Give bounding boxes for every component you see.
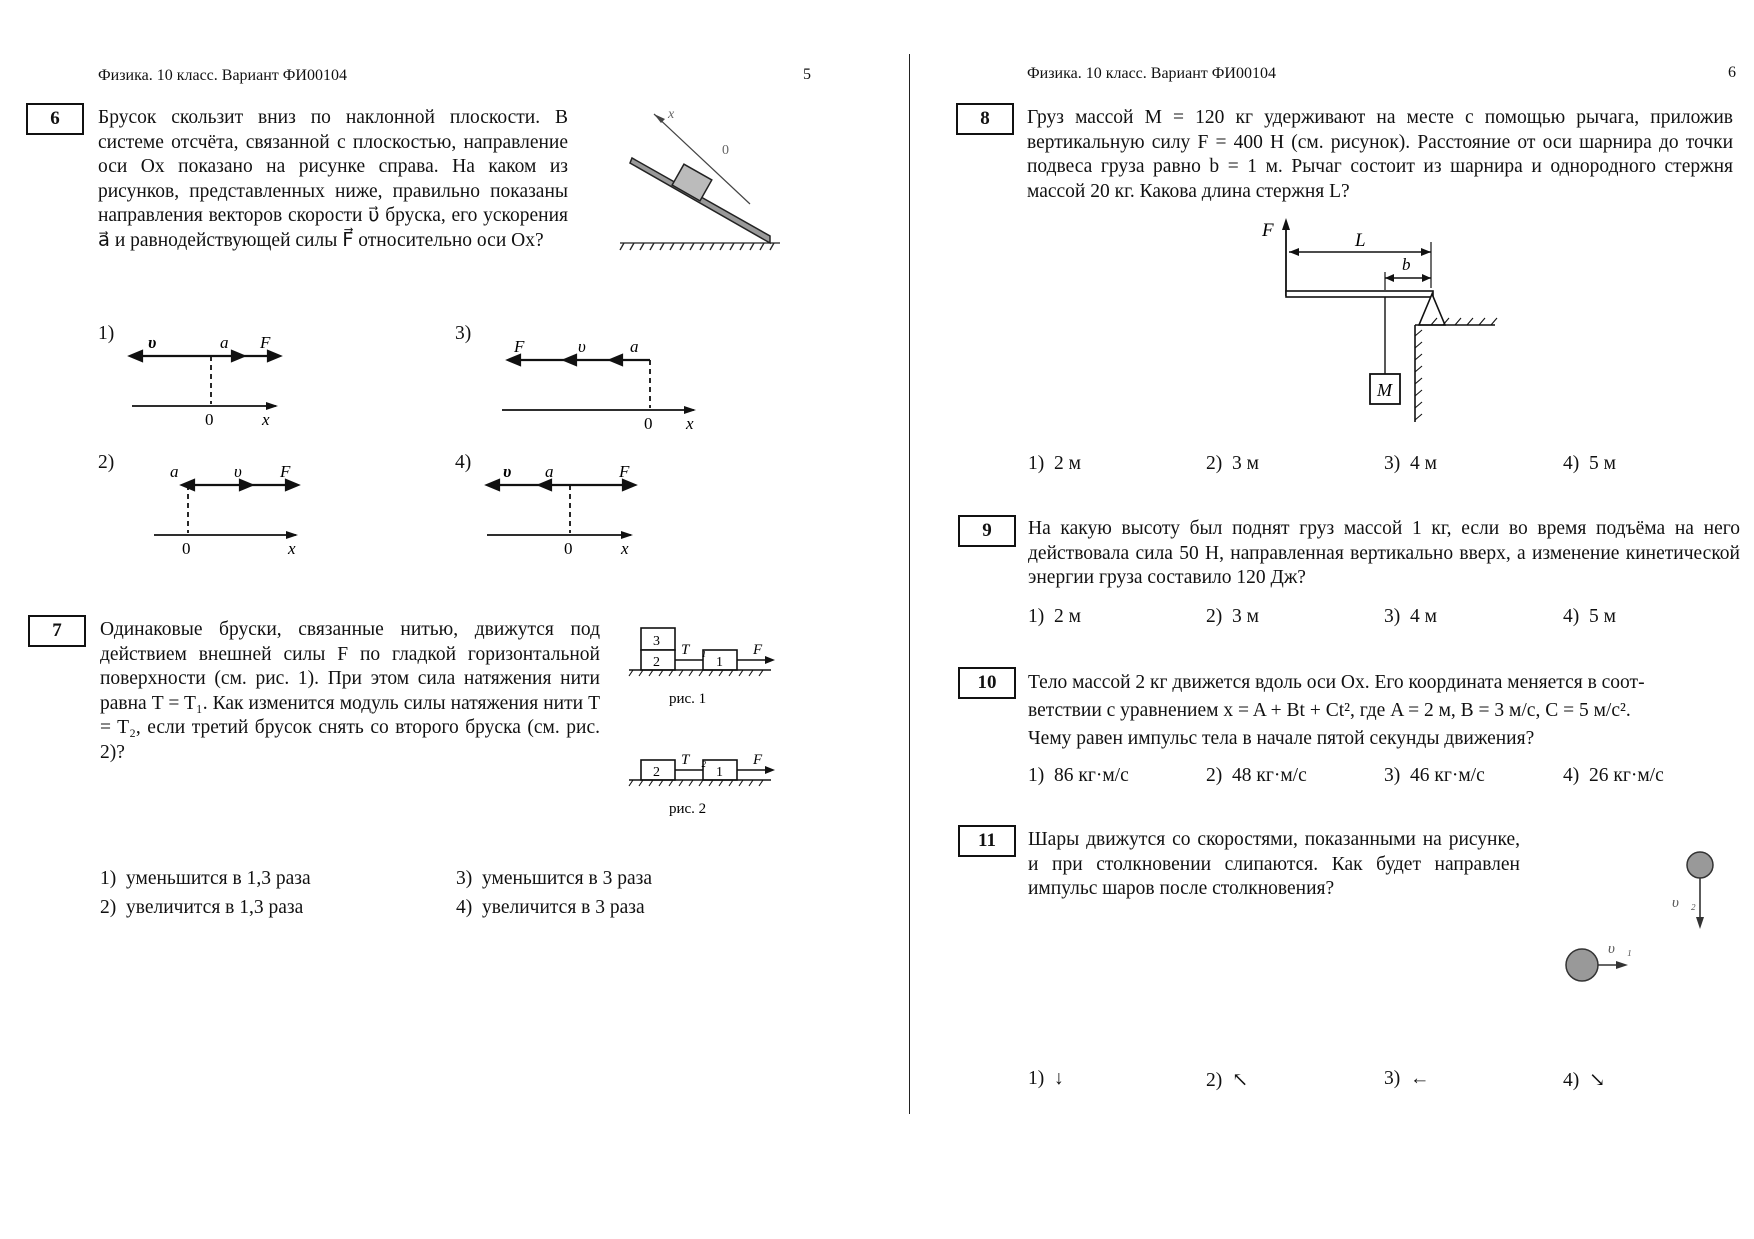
vector-label-f: F⃗ (619, 462, 643, 481)
answer-text: 3 м (1232, 606, 1259, 627)
sliding-block (672, 164, 712, 201)
answer-text: 46 кг·м/с (1410, 765, 1485, 786)
question-6-number: 6 (26, 103, 84, 135)
tension-label: T⃗₁ (681, 642, 707, 658)
question-8-text: Груз массой M = 120 кг удерживают на месте с помощью рычага, приложив вертикальную силу F = 400 Н (см. рисунок). Расстояние от оси шарнира до точки подвеса груза равно b = 1 м. Рычаг состоит из шарнира и однородного стержня массой 20 кг. Какова длина стержня L? (1027, 107, 1733, 202)
q11-answer-1[interactable] (1028, 1068, 1064, 1090)
wall-hatching (1415, 318, 1497, 420)
answer-text: увеличится в 1,3 раза (126, 897, 304, 918)
q6-option-3-number[interactable]: 3) (455, 323, 472, 344)
ground-hatching (620, 243, 780, 250)
q10-answer-2[interactable] (1206, 765, 1307, 787)
pivot-hinge (1419, 294, 1445, 325)
velocity-2-label: υ⃗₂ (1672, 895, 1696, 911)
q7-answer-2[interactable] (100, 897, 303, 919)
lever-rod (1286, 291, 1433, 297)
q6-option-4-number[interactable]: 4) (455, 452, 472, 473)
lever-figure (1255, 212, 1500, 427)
figure-1-caption: рис. 1 (669, 691, 707, 707)
q9-answer-4[interactable] (1563, 606, 1616, 628)
q9-answer-1[interactable] (1028, 606, 1081, 628)
answer-text: 5 м (1589, 453, 1616, 474)
vector-label-f: F⃗ (514, 337, 538, 356)
q11-answer-4[interactable] (1563, 1068, 1605, 1092)
arrow-down-icon: ↓ (1054, 1068, 1064, 1089)
x-axis-arrowhead (266, 402, 278, 410)
q8-answer-2[interactable] (1206, 453, 1259, 475)
question-6-text: Брусок скользит вниз по наклонной плоскости. В системе отсчёта, связанной с плоскостью, направление оси Ox показано на рисунке справа. На каком из рисунков, представленных ниже, правильно показаны направления векторов скорости υ⃗ бруска, его ускорения a⃗ и равнодействующей силы F⃗ относительно оси Ox? (98, 107, 568, 251)
block-1-label: 1 (716, 765, 723, 780)
question-11-number: 11 (958, 825, 1016, 857)
q8-answer-4[interactable] (1563, 453, 1616, 475)
q11-answer-2[interactable] (1206, 1068, 1248, 1092)
tension-label: T⃗₂ (681, 752, 707, 768)
answer-text: 48 кг·м/с (1232, 765, 1307, 786)
answer-number: 4) (1563, 453, 1580, 474)
block-3-label: 3 (653, 634, 660, 649)
q6-option-2-number[interactable]: 2) (98, 452, 115, 473)
q7-figure-2 (625, 742, 785, 832)
answer-number: 2) (1206, 765, 1223, 786)
mass-label: M (1377, 380, 1392, 400)
force-arrowhead (508, 355, 520, 365)
answer-number: 2) (1206, 453, 1223, 474)
origin-label: 0 (182, 539, 191, 558)
answer-text: 26 кг·м/с (1589, 765, 1664, 786)
answer-text: 86 кг·м/с (1054, 765, 1129, 786)
answer-number: 1) (1028, 606, 1045, 627)
origin-label: 0 (564, 539, 573, 558)
velocity-1-label: υ⃗₁ (1608, 941, 1632, 957)
force-arrowhead (623, 480, 635, 490)
left-page-header: Физика. 10 класс. Вариант ФИ00104 (98, 67, 347, 84)
answer-number: 4) (1563, 1070, 1580, 1091)
length-label: L (1355, 230, 1366, 251)
vector-label-a: a⃗ (545, 462, 567, 481)
axis-x-label: x (621, 539, 629, 558)
question-10-number: 10 (958, 667, 1016, 699)
x-axis-arrowhead (621, 531, 633, 539)
q8-answer-3[interactable] (1384, 453, 1437, 475)
q11-answer-3[interactable] (1384, 1068, 1430, 1090)
vector-label-f: F⃗ (260, 333, 284, 352)
answer-number: 3) (456, 868, 473, 889)
answer-number: 3) (1384, 606, 1401, 627)
ball-2 (1687, 852, 1713, 878)
q6-option-1-number[interactable]: 1) (98, 323, 115, 344)
x-axis-arrowhead (684, 406, 696, 414)
answer-number: 1) (1028, 765, 1045, 786)
answer-text: 3 м (1232, 453, 1259, 474)
q10-answer-3[interactable] (1384, 765, 1485, 787)
surface-hatching (629, 780, 763, 786)
vector-label-a: a⃗ (170, 462, 192, 481)
acceleration-arrowhead (539, 480, 551, 490)
figure-2-caption: рис. 2 (669, 801, 707, 817)
arrow-left-icon: ← (1410, 1068, 1430, 1089)
vector-label-v: υ⃗ (578, 337, 600, 356)
vector-label-a: a⃗ (630, 337, 652, 356)
answer-number: 4) (1563, 606, 1580, 627)
vector-label-v: υ⃗ (503, 462, 525, 481)
q6-option-3-figure[interactable] (500, 332, 705, 432)
question-9-text: На какую высоту был поднят груз массой 1 кг, если во время подъёма на него действовала сила 50 Н, направленная вертикально вверх, а изменение кинетической энергии груза составило 120 Дж? (1028, 518, 1740, 588)
answer-number: 2) (1206, 1070, 1223, 1091)
right-page-header: Физика. 10 класс. Вариант ФИ00104 (1027, 65, 1276, 82)
origin-label: 0 (644, 414, 653, 433)
question-10-line-3: Чему равен импульс тела в начале пятой секунды движения? (1028, 728, 1535, 749)
axis-x-label: x (288, 539, 296, 558)
q7-answer-1[interactable] (100, 868, 311, 890)
vector-label-a: a⃗ (220, 333, 242, 352)
question-7-number: 7 (28, 615, 86, 647)
incline-figure (610, 108, 805, 253)
force-label: F⃗ (1262, 220, 1289, 241)
question-10-line-1: Тело массой 2 кг движется вдоль оси Ox. Его координата меняется в соот- (1028, 672, 1645, 693)
answer-number: 1) (1028, 1068, 1045, 1089)
answer-text: 5 м (1589, 606, 1616, 627)
velocity-arrowhead (487, 480, 499, 490)
answer-text: 4 м (1410, 453, 1437, 474)
force-label: F⃗ (753, 752, 774, 768)
arrow-down-right-icon: ↘ (1589, 1070, 1606, 1091)
answer-text: 4 м (1410, 606, 1437, 627)
q10-answer-4[interactable] (1563, 765, 1664, 787)
answer-text: уменьшится в 1,3 раза (126, 868, 311, 889)
ox-axis-arrowhead (654, 114, 665, 123)
incline-origin-label: 0 (722, 143, 729, 158)
q7-answer-3[interactable] (456, 868, 652, 890)
block-2-label: 2 (653, 655, 660, 670)
q8-answer-1[interactable] (1028, 453, 1081, 475)
vector-label-f: F⃗ (280, 462, 304, 481)
force-arrowhead (286, 480, 298, 490)
answer-number: 4) (456, 897, 473, 918)
balls-figure (1560, 845, 1730, 990)
vector-label-v: υ⃗ (148, 333, 170, 352)
block-2-label: 2 (653, 765, 660, 780)
answer-number: 4) (1563, 765, 1580, 786)
incline-axis-x-label: x (668, 107, 675, 122)
q6-option-1-figure[interactable] (128, 328, 288, 428)
question-8-number: 8 (956, 103, 1014, 135)
answer-text: уменьшится в 3 раза (482, 868, 652, 889)
answer-number: 3) (1384, 453, 1401, 474)
q7-answer-4[interactable] (456, 897, 645, 919)
axis-x-label: x (686, 414, 694, 433)
velocity-arrowhead (240, 480, 252, 490)
answer-number: 3) (1384, 1068, 1401, 1089)
question-7-text: Одинаковые бруски, связанные нитью, движутся под действием внешней силы F по гладкой горизонтальной поверхности (см. рис. 1). При этом сила натяжения нити равна T = T₁. Как изменится модуль силы натяжения нити T = T₂, если третий брусок снять со второго бруска (см. рис. 2)? (100, 619, 600, 763)
question-10-text (1028, 669, 1740, 753)
page-divider (909, 54, 910, 1114)
q7-figure-1 (625, 624, 785, 714)
right-page-number: 6 (1728, 64, 1736, 81)
origin-label: 0 (205, 410, 214, 429)
vector-label-v: υ⃗ (234, 462, 256, 481)
q9-answer-3[interactable] (1384, 606, 1437, 628)
b-label: b (1402, 255, 1411, 274)
answer-number: 2) (100, 897, 117, 918)
axis-x-label: x (262, 410, 270, 429)
left-page-number: 5 (803, 66, 811, 83)
q6-option-2-figure[interactable] (152, 457, 312, 557)
velocity-1-arrowhead (1616, 961, 1628, 969)
q10-answer-1[interactable] (1028, 765, 1129, 787)
velocity-arrowhead (564, 355, 576, 365)
answer-number: 3) (1384, 765, 1401, 786)
question-11-text: Шары движутся со скоростями, показанными на рисунке, и при столкновении слипаются. Как будет направлен импульс шаров после столкновения? (1028, 829, 1520, 899)
acceleration-arrowhead (232, 351, 244, 361)
answer-text: увеличится в 3 раза (482, 897, 645, 918)
answer-number: 1) (100, 868, 117, 889)
q6-option-4-figure[interactable] (485, 457, 645, 557)
surface-hatching (629, 670, 763, 676)
answer-number: 1) (1028, 453, 1045, 474)
answer-number: 2) (1206, 606, 1223, 627)
block-1-label: 1 (716, 655, 723, 670)
force-label: F⃗ (753, 642, 774, 658)
answer-text: 2 м (1054, 453, 1081, 474)
q9-answer-2[interactable] (1206, 606, 1259, 628)
velocity-arrowhead (130, 351, 142, 361)
question-9-number: 9 (958, 515, 1016, 547)
force-arrowhead (268, 351, 280, 361)
arrow-up-left-icon: ↖ (1232, 1070, 1249, 1091)
ball-1 (1566, 949, 1598, 981)
question-10-line-2: ветствии с уравнением x = A + Bt + Ct², где A = 2 м, B = 3 м/с, C = 5 м/с². (1028, 700, 1631, 721)
acceleration-arrowhead (610, 355, 622, 365)
x-axis-arrowhead (286, 531, 298, 539)
answer-text: 2 м (1054, 606, 1081, 627)
velocity-2-arrowhead (1696, 917, 1704, 929)
